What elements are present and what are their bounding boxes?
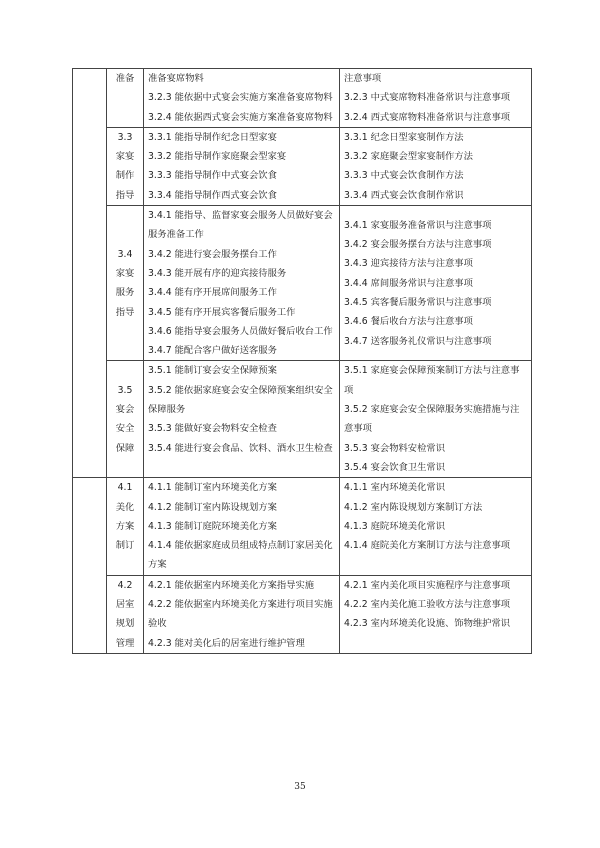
list-item: 4.1.4 能依据家庭成员组成特点制订家居美化方案 [148,540,333,571]
list-item: 3.5.2 家庭宴会安全保障服务实施措施与注意事项 [344,404,520,435]
unit-label: 管理 [115,637,135,649]
table-row [73,575,532,653]
list-item: 3.4.1 能指导、监督家宴会服务人员做好宴会服务准备工作 [148,210,333,241]
knowledge-cell [340,206,532,361]
list-item: 4.1.3 庭院环境美化常识 [344,520,445,532]
knowledge-cell [340,69,532,128]
unit-cell [107,69,144,128]
list-item: 3.2.3 能依据中式宴会实施方案准备宴席物料 [148,92,333,104]
unit-label: 保障 [115,442,135,454]
skills-cell [144,206,340,361]
table-row [73,361,532,478]
list-item: 3.3.2 能指导制作家庭聚会型家宴 [148,151,287,163]
unit-label: 宴会 [115,404,135,416]
knowledge-cell [340,478,532,575]
unit-label: 4.1 [117,482,133,494]
list-item: 3.4.6 能指导宴会服务人员做好餐后收台工作 [148,325,333,337]
list-item: 3.4.4 能有序开展席间服务工作 [148,287,277,299]
list-item: 3.5.2 能依据家庭宴会安全保障预案组织安全保障服务 [148,384,333,416]
list-item: 4.2.1 能依据室内环境美化方案指导实施 [148,579,315,591]
list-item: 4.2.3 能对美化后的居室进行维护管理 [148,637,305,649]
list-item: 4.2.3 室内环境美化设施、饰物维护常识 [344,618,511,630]
list-item: 3.5.4 宴会饮食卫生常识 [344,461,445,473]
unit-label: 服务 [115,287,135,299]
page-number: 35 [294,782,306,792]
table-row [73,478,532,575]
unit-label: 美化 [115,501,135,513]
list-item: 4.2.1 室内美化项目实施程序与注意事项 [344,579,511,591]
list-item: 3.2.3 中式宴席物料准备常识与注意事项 [344,92,511,104]
unit-label: 指导 [115,189,135,201]
list-item: 3.3.4 能指导制作西式宴会饮食 [148,189,277,201]
unit-label: 4.2 [117,579,133,591]
module-3-cell [73,69,107,478]
list-item: 3.5.1 家庭宴会保障预案制订方法与注意事项 [344,365,520,396]
unit-cell [107,575,144,653]
list-item: 3.5.3 能做好宴会物料安全检查 [148,423,277,435]
list-item: 准备宴席物料 [148,73,204,84]
list-item: 3.4.2 能进行宴会服务摆台工作 [148,248,277,260]
list-item: 3.3.2 家庭聚会型家宴制作方法 [344,151,473,163]
knowledge-cell [340,575,532,653]
list-item: 注意事项 [344,73,382,84]
list-item: 3.4.7 能配合客户做好送客服务 [148,345,277,357]
list-item: 4.1.3 能制订庭院环境美化方案 [148,520,277,532]
list-item: 3.3.1 纪念日型家宴制作方法 [344,131,464,143]
unit-label: 制作 [115,170,135,182]
list-item: 4.1.2 室内陈设规划方案制订方法 [344,501,483,513]
skills-cell [144,69,340,128]
knowledge-cell [340,127,532,205]
list-item: 3.4.3 能开展有序的迎宾接待服务 [148,267,287,279]
list-item: 4.2.2 室内美化施工验收方法与注意事项 [344,599,511,611]
list-item: 4.1.1 能制订室内环境美化方案 [148,482,277,494]
list-item: 3.3.1 能指导制作纪念日型家宴 [148,131,277,143]
unit-label: 3.3 [117,131,133,143]
list-item: 3.4.7 送客服务礼仪常识与注意事项 [344,335,492,347]
list-item: 3.4.4 席间服务常识与注意事项 [344,277,473,289]
unit-label: 居室 [115,599,135,611]
list-item: 3.5.1 能制订宴会安全保障预案 [148,365,277,377]
list-item: 3.4.2 宴会服务摆台方法与注意事项 [344,239,492,251]
list-item: 4.1.1 室内环境美化常识 [344,482,445,494]
list-item: 4.1.2 能制订室内陈设规划方案 [148,501,277,513]
knowledge-cell [340,361,532,478]
list-item: 3.5.3 宴会物料安检常识 [344,442,445,454]
list-item: 3.3.3 能指导制作中式宴会饮食 [148,170,277,182]
list-item: 3.3.4 西式宴会饮食制作常识 [344,189,464,201]
skills-cell [144,575,340,653]
skills-cell [144,361,340,478]
unit-cell [107,206,144,361]
unit-label: 3.5 [117,384,133,396]
unit-label: 3.4 [117,248,133,260]
module-4-cell [73,478,107,654]
list-item: 3.4.5 能有序开展宾客餐后服务工作 [148,306,296,318]
table-row [73,127,532,205]
table-row [73,69,532,128]
unit-cell [107,478,144,575]
list-item: 4.2.2 能依据室内环境美化方案进行项目实施验收 [148,599,333,630]
unit-label: 准备 [115,73,135,84]
unit-label: 方案 [115,520,135,532]
list-item: 3.4.6 餐后收台方法与注意事项 [344,316,473,328]
list-item: 4.1.4 庭院美化方案制订方法与注意事项 [344,540,511,552]
list-item: 3.4.1 家宴服务准备常识与注意事项 [344,219,492,231]
skills-table [72,68,532,654]
list-item: 3.4.5 宾客餐后服务常识与注意事项 [344,296,492,308]
skills-cell [144,127,340,205]
unit-label: 家宴 [115,151,135,163]
unit-label: 规划 [115,618,135,630]
unit-label: 制订 [115,540,135,552]
unit-cell [107,127,144,205]
unit-cell [107,361,144,478]
list-item: 3.2.4 能依据西式宴会实施方案准备宴席物料 [148,111,333,123]
list-item: 3.5.4 能进行宴会食品、饮料、酒水卫生检查 [148,442,333,454]
list-item: 3.4.3 迎宾接待方法与注意事项 [344,258,473,270]
list-item: 3.3.3 中式宴会饮食制作方法 [344,170,464,182]
unit-label: 家宴 [115,267,135,279]
unit-label: 指导 [115,306,135,318]
skills-cell [144,478,340,575]
list-item: 3.2.4 西式宴席物料准备常识与注意事项 [344,111,511,123]
unit-label: 安全 [115,423,135,435]
table-row [73,206,532,361]
